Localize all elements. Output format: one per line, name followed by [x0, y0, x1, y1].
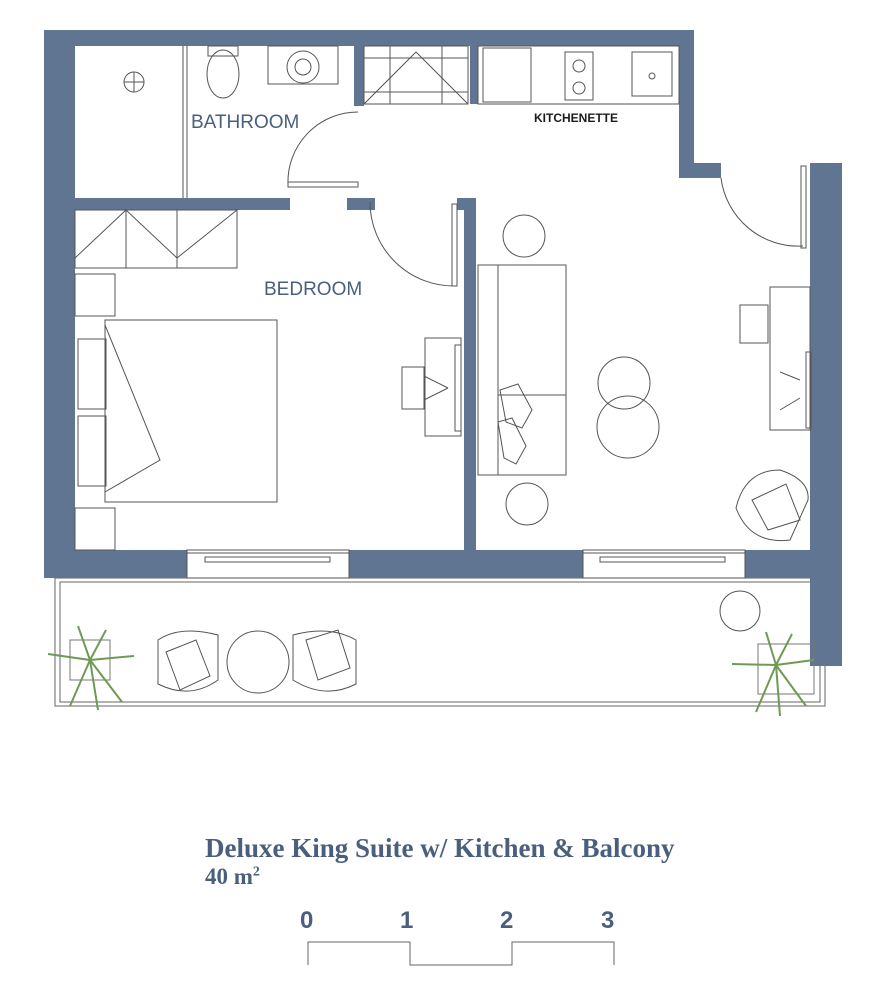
sink-icon: [268, 46, 338, 84]
kitchen-sink-icon: [632, 52, 672, 96]
stool-bottom: [506, 483, 548, 525]
coffee-table-bottom: [597, 396, 659, 458]
bedroom-desk: [425, 338, 461, 436]
bathroom-door: [288, 182, 358, 187]
plant-left-icon: [48, 626, 134, 710]
pillow-top: [78, 339, 106, 409]
bedroom-door: [452, 204, 457, 286]
balcony-table: [227, 631, 289, 693]
scale-segments: [308, 942, 614, 965]
sofa: [478, 265, 566, 475]
pillow-bottom: [78, 416, 106, 486]
area-value: 40 m: [205, 864, 253, 889]
scale-tick-3: 3: [601, 907, 615, 934]
balcony-chair-right: [293, 631, 356, 691]
suite-title: Deluxe King Suite w/ Kitchen & Balcony: [205, 833, 675, 863]
coffee-table-top: [598, 357, 650, 409]
cooktop-icon: [565, 52, 593, 100]
toilet-icon: [207, 50, 239, 98]
entry-door-swing: [721, 178, 803, 246]
nightstand-top: [75, 274, 115, 316]
balcony-stool: [720, 591, 760, 631]
bedroom-window: [187, 550, 349, 578]
sofa-cushion-icon: [500, 384, 532, 428]
nightstand-bottom: [75, 508, 115, 550]
living-desk: [770, 287, 810, 430]
bedroom-label: BEDROOM: [264, 279, 363, 300]
living-desk-chair: [740, 305, 768, 343]
balcony-chair-left: [158, 631, 218, 691]
walls: [44, 30, 842, 666]
fridge-icon: [483, 48, 531, 102]
scale-tick-2: 2: [500, 907, 514, 934]
scale-tick-1: 1: [400, 907, 414, 934]
storage-cabinet: [364, 46, 468, 104]
scale-bar: [290, 900, 630, 980]
balcony-outline: [55, 578, 825, 706]
bedroom-chair: [402, 367, 424, 409]
scale-tick-0: 0: [300, 907, 314, 934]
balcony-inner-outline: [60, 582, 820, 702]
area-unit-superscript: 2: [252, 864, 260, 880]
armchair-icon: [736, 470, 808, 541]
stool-top: [503, 215, 545, 257]
living-window: [583, 550, 745, 578]
title-block: [205, 833, 675, 890]
bedroom-door-swing: [370, 202, 456, 286]
bathroom-label: BATHROOM: [191, 112, 300, 133]
entry-door: [801, 166, 806, 248]
kitchenette-label: KITCHENETTE: [534, 111, 618, 125]
suite-area: [205, 864, 675, 890]
bed: [105, 320, 277, 502]
wardrobe: [75, 210, 237, 268]
plant-right-icon: [732, 632, 814, 716]
